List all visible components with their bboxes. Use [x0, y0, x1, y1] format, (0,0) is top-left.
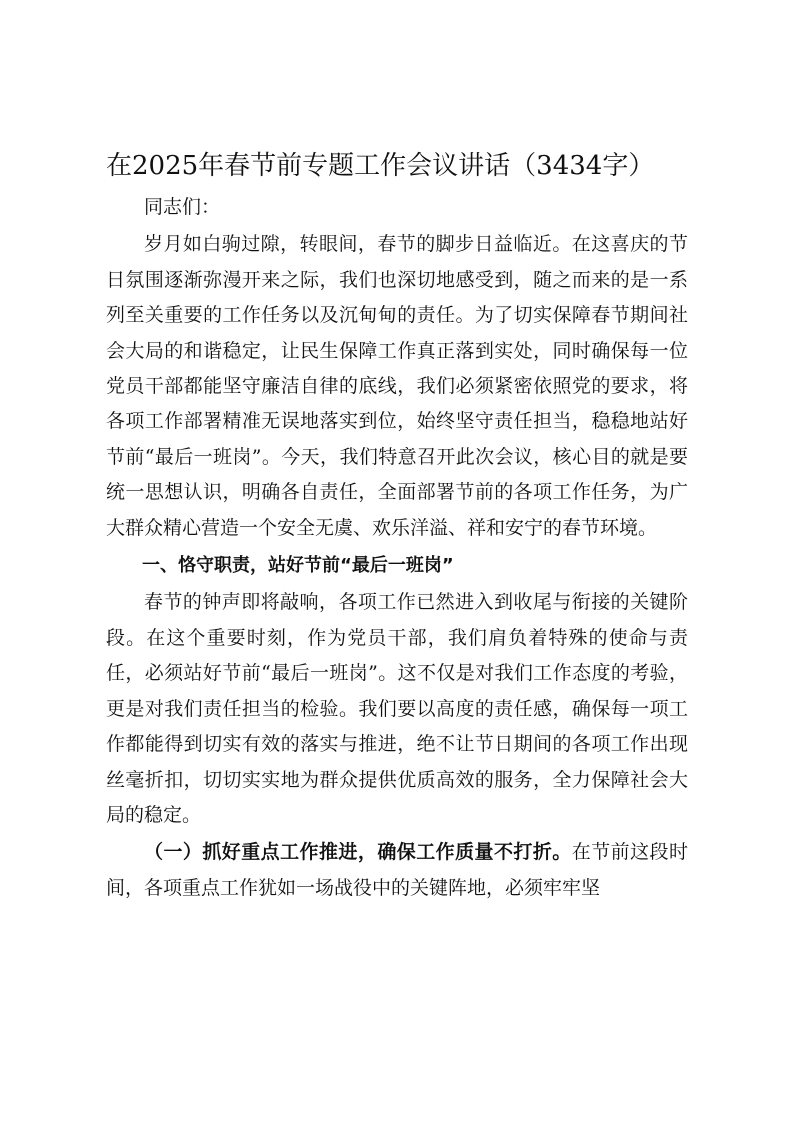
section-1-paragraph: 春节的钟声即将敲响，各项工作已然进入到收尾与衔接的关键阶段。在这个重要时刻，作为党员干部，我们肩负着特殊的使命与责任，必须站好节前“最后一班岗”。这不仅是对我们工作态度的考验，更是对我们责任担当的检验。我们要以高度的责任感，确保每一项工作都能得到切实有效的落实与推进，绝不让节日期间的各项工作出现丝毫折扣，切切实实地为群众提供优质高效的服务，全力保障社会大局的稳定。: [106, 591, 688, 826]
subsection-1-paragraph: [106, 835, 688, 906]
section-heading-1: 一、恪守职责，站好节前“最后一班岗”: [142, 555, 454, 577]
document-title: 在2025年春节前专题工作会议讲话（3434字）: [106, 151, 655, 181]
subsection-heading-1: （一）抓好重点工作推进，确保工作质量不打折。: [144, 841, 572, 864]
salutation: 同志们：: [144, 196, 221, 218]
opening-paragraph: 岁月如白驹过隙，转眼间，春节的脚步日益临近。在这喜庆的节日氛围逐渐弥漫开来之际，我们也深切地感受到，随之而来的是一系列至关重要的工作任务以及沉甸甸的责任。为了切实保障春节期间社会大局的和谐稳定，让民生保障工作真正落到实处，同时确保每一位党员干部都能坚守廉洁自律的底线，我们必须紧密依照党的要求，将各项工作部署精准无误地落实到位，始终坚守责任担当，稳稳地站好节前“最后一班岗”。今天，我们特意召开此次会议，核心目的就是要统一思想认识，明确各自责任，全面部署节前的各项工作任务，为广大群众精心营造一个安全无虞、欢乐洋溢、祥和安宁的春节环境。: [106, 233, 688, 539]
document-body: [106, 190, 688, 908]
subsection-1-text: 在节前这段时间，各项重点工作犹如一场战役中的关键阵地，必须牢牢坚: [106, 841, 688, 899]
